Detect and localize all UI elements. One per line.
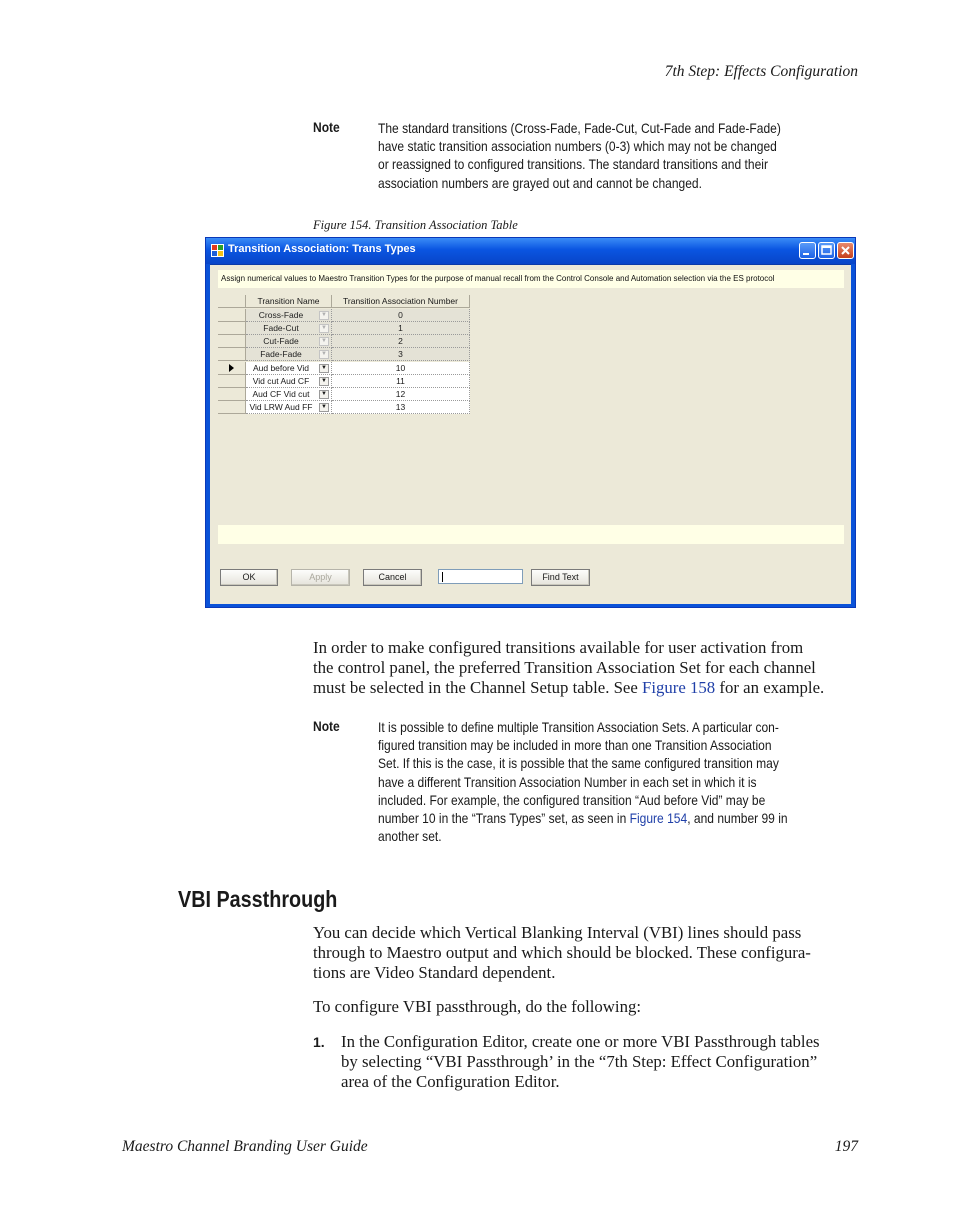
row-selector[interactable] xyxy=(218,309,246,322)
row-selector[interactable] xyxy=(218,401,246,414)
row-selector[interactable] xyxy=(218,335,246,348)
chevron-down-icon[interactable]: ▼ xyxy=(319,403,329,412)
figure-154-link[interactable]: Figure 154 xyxy=(629,810,688,827)
association-number[interactable]: 12 xyxy=(332,388,470,401)
transition-name: Cut-Fade xyxy=(263,336,299,346)
paragraph-line: You can decide which Vertical Blanking Interval (VBI) lines should pass xyxy=(313,923,802,942)
note-line: Set. If this is the case, it is possible that the same configured transition may xyxy=(378,755,779,772)
ok-button[interactable]: OK xyxy=(220,569,278,586)
table-row[interactable] xyxy=(218,322,470,335)
chevron-down-icon: ▼ xyxy=(319,311,329,320)
figure-158-link[interactable]: Figure 158 xyxy=(642,678,716,697)
transition-name: Vid LRW Aud FF xyxy=(249,402,313,412)
text-caret xyxy=(442,572,443,582)
table-row[interactable] xyxy=(218,348,470,361)
apply-button[interactable]: Apply xyxy=(291,569,350,586)
table-row[interactable] xyxy=(218,309,470,322)
table-row[interactable] xyxy=(218,375,470,388)
note-line: have static transition association numbers (0-3) which may not be changed xyxy=(378,138,777,155)
step-line: area of the Configuration Editor. xyxy=(341,1072,560,1091)
paragraph xyxy=(313,923,811,983)
paragraph-line: must be selected in the Channel Setup table. See Figure 158 for an example. xyxy=(313,678,825,697)
transition-association-window xyxy=(205,237,856,608)
paragraph xyxy=(313,638,824,698)
association-number: 1 xyxy=(332,322,470,335)
column-header-number[interactable]: Transition Association Number xyxy=(332,295,470,308)
transition-name: Cross-Fade xyxy=(258,310,304,320)
chevron-down-icon: ▼ xyxy=(319,350,329,359)
step-text xyxy=(341,1032,820,1092)
association-number[interactable]: 11 xyxy=(332,375,470,388)
row-selector[interactable] xyxy=(218,362,246,375)
note-line: The standard transitions (Cross-Fade, Fade-Cut, Cut-Fade and Fade-Fade) xyxy=(378,120,781,136)
maximize-icon[interactable] xyxy=(818,242,835,259)
row-selector[interactable] xyxy=(218,375,246,388)
paragraph-line: tions are Video Standard dependent. xyxy=(313,963,556,982)
paragraph-line: In order to make configured transitions available for user activation from xyxy=(313,638,804,657)
note-text xyxy=(378,119,817,192)
chevron-down-icon[interactable]: ▼ xyxy=(319,390,329,399)
note-line: included. For example, the configured transition “Aud before Vid” may be xyxy=(378,791,766,808)
transition-name: Vid cut Aud CF xyxy=(252,376,310,386)
current-row-arrow-icon xyxy=(229,364,234,372)
association-number: 3 xyxy=(332,348,470,361)
transition-name: Aud before Vid xyxy=(252,363,310,373)
note-label: Note xyxy=(313,718,340,734)
table-row[interactable] xyxy=(218,388,470,401)
note-line: figured transition may be included in more than one Transition Association xyxy=(378,737,772,754)
step-line: by selecting “VBI Passthrough’ in the “7th Step: Effect Configuration” xyxy=(341,1052,818,1071)
note-label: Note xyxy=(313,119,340,135)
transition-name: Fade-Cut xyxy=(263,323,299,333)
note-text xyxy=(378,718,817,845)
chevron-down-icon: ▼ xyxy=(319,324,329,333)
transition-name: Aud CF Vid cut xyxy=(252,389,310,399)
title-bar[interactable] xyxy=(206,238,855,265)
association-number: 2 xyxy=(332,335,470,348)
column-header-name[interactable]: Transition Name xyxy=(246,295,332,308)
minimize-icon[interactable] xyxy=(799,242,816,259)
footer-title: Maestro Channel Branding User Guide xyxy=(122,1138,368,1155)
note-line: number 10 in the “Trans Types” set, as seen in Figure 154, and number 99 in xyxy=(378,810,788,827)
association-number[interactable]: 10 xyxy=(332,362,470,375)
row-selector[interactable] xyxy=(218,322,246,335)
window-title: Transition Association: Trans Types xyxy=(228,243,416,255)
cancel-button[interactable]: Cancel xyxy=(363,569,422,586)
paragraph-line: the control panel, the preferred Transition Association Set for each channel xyxy=(313,658,816,677)
table-row[interactable] xyxy=(218,362,470,375)
step-line: In the Configuration Editor, create one or more VBI Passthrough tables xyxy=(341,1032,820,1051)
paragraph: To configure VBI passthrough, do the following: xyxy=(313,997,642,1016)
row-header-corner xyxy=(218,295,246,308)
status-bar xyxy=(218,525,844,544)
table-row[interactable] xyxy=(218,335,470,348)
chevron-down-icon[interactable]: ▼ xyxy=(319,377,329,386)
description-bar: Assign numerical values to Maestro Transition Types for the purpose of manual recall from the Control Console and Automation selection via the ES protocol xyxy=(218,270,844,288)
grid-header xyxy=(218,295,470,308)
table-row[interactable] xyxy=(218,401,470,414)
chevron-down-icon: ▼ xyxy=(319,337,329,346)
section-heading: VBI Passthrough xyxy=(178,886,338,912)
close-icon[interactable] xyxy=(837,242,854,259)
transition-name: Fade-Fade xyxy=(260,349,302,359)
note-line: have a different Transition Association Number in each set in which it is xyxy=(378,773,757,790)
figure-caption: Figure 154. Transition Association Table xyxy=(313,218,518,232)
association-number: 0 xyxy=(332,309,470,322)
find-text-button[interactable]: Find Text xyxy=(531,569,590,586)
note-line: another set. xyxy=(378,828,442,845)
page-number: 197 xyxy=(834,1138,858,1155)
note-line: association numbers are grayed out and cannot be changed. xyxy=(378,174,702,191)
paragraph-line: through to Maestro output and which should be blocked. These configura- xyxy=(313,943,811,962)
running-header: 7th Step: Effects Configuration xyxy=(664,63,858,80)
note-line: or reassigned to configured transitions. The standard transitions and their xyxy=(378,156,768,173)
row-selector[interactable] xyxy=(218,388,246,401)
find-text-input[interactable] xyxy=(438,569,523,584)
app-icon xyxy=(211,244,224,257)
chevron-down-icon[interactable]: ▼ xyxy=(319,364,329,373)
association-number[interactable]: 13 xyxy=(332,401,470,414)
row-selector[interactable] xyxy=(218,348,246,361)
step-number: 1. xyxy=(313,1034,325,1050)
note-line: It is possible to define multiple Transition Association Sets. A particular con- xyxy=(378,719,779,735)
